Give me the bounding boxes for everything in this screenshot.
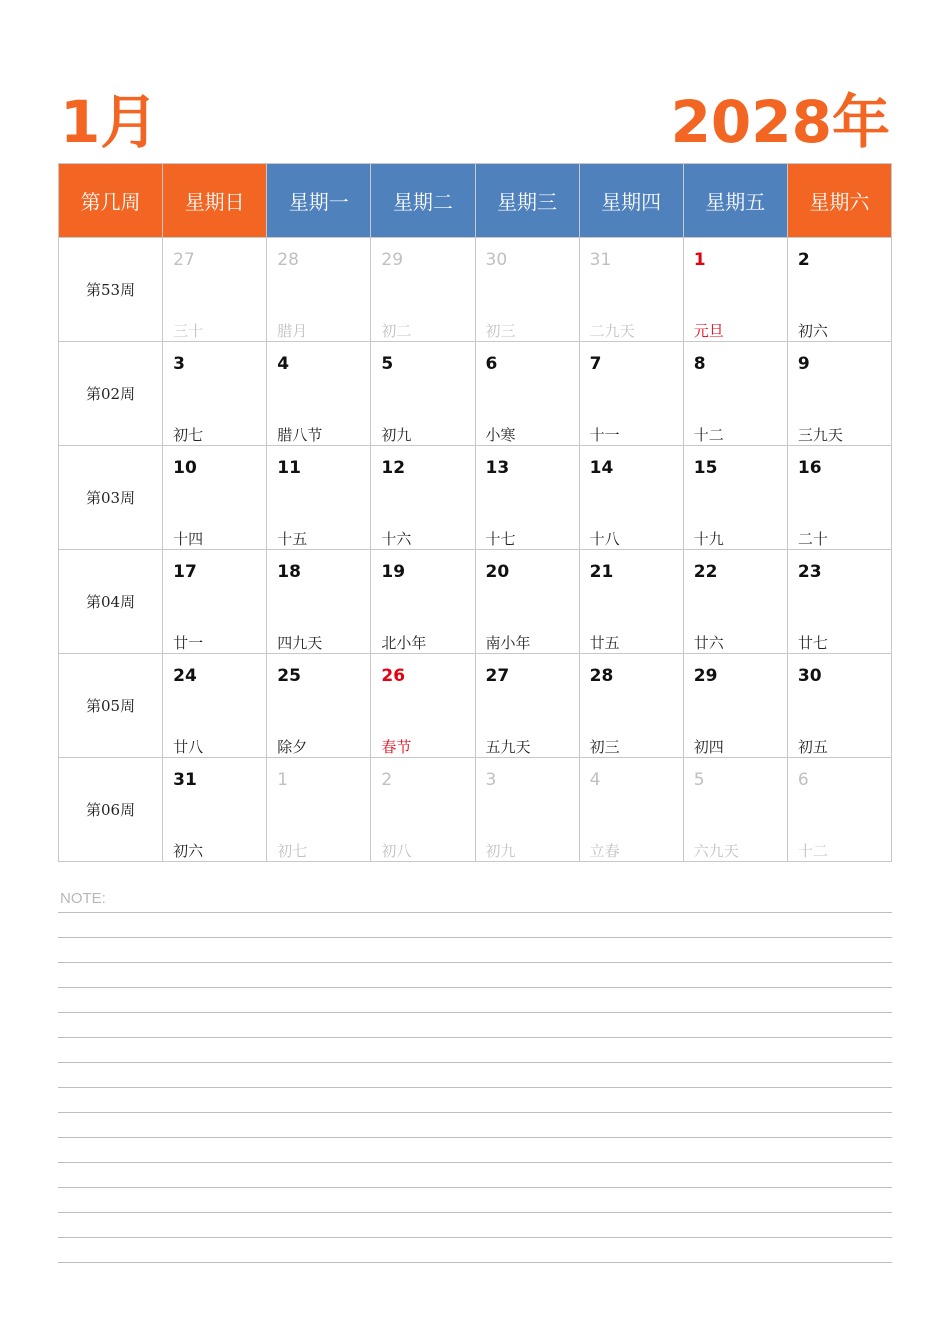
day-number: 11 [277,458,301,478]
week-number-cell: 第53周 [59,238,163,342]
day-number: 24 [173,666,197,686]
day-number: 29 [381,250,404,270]
lunar-date: 腊月 [277,322,308,340]
lunar-date: 五九天 [485,738,531,756]
note-label: NOTE: [60,890,106,907]
day-cell[interactable] [579,654,683,758]
day-number: 25 [277,666,301,686]
day-number: 19 [381,562,406,582]
day-cell[interactable] [787,342,891,446]
lunar-date: 春节 [381,738,412,756]
day-number: 28 [589,666,614,686]
week-number-cell: 第03周 [59,446,163,550]
day-cell[interactable] [371,654,475,758]
day-cell[interactable] [683,550,787,654]
day-cell[interactable] [683,758,787,862]
lunar-date: 三九天 [797,426,843,444]
header-monday: 星期一 [267,164,371,238]
day-cell[interactable] [163,654,267,758]
day-number: 31 [173,770,197,790]
day-cell[interactable] [267,758,371,862]
lunar-date: 十二 [797,842,828,860]
day-number: 28 [277,250,299,270]
day-cell[interactable] [163,446,267,550]
day-cell[interactable] [579,550,683,654]
header-thursday: 星期四 [579,164,683,238]
day-number: 6 [485,354,498,374]
day-cell[interactable] [475,758,579,862]
week-row [59,238,892,342]
day-number: 4 [589,770,601,790]
note-line [58,937,892,938]
note-line [58,1012,892,1013]
day-cell[interactable] [683,342,787,446]
day-number: 8 [693,354,706,374]
note-line [58,1112,892,1113]
lunar-date: 廿一 [173,634,204,652]
day-number: 30 [797,666,822,686]
day-cell[interactable] [163,550,267,654]
lunar-date: 十六 [381,530,412,548]
note-line [58,1062,892,1063]
day-cell[interactable] [787,654,891,758]
week-number-cell: 第05周 [59,654,163,758]
lunar-date: 十九 [693,530,724,548]
day-number: 21 [589,562,614,582]
lunar-date: 初三 [485,322,516,340]
day-cell[interactable] [371,446,475,550]
header-friday: 星期五 [683,164,787,238]
note-line [58,1037,892,1038]
day-cell[interactable] [579,342,683,446]
lunar-date: 腊八节 [277,426,323,444]
note-line [58,1212,892,1213]
day-number: 5 [381,354,394,374]
lunar-date: 初七 [277,842,308,860]
lunar-date: 初六 [173,842,204,860]
day-cell[interactable] [683,238,787,342]
day-number: 5 [693,770,705,790]
lunar-date: 廿七 [797,634,828,652]
note-line [58,1237,892,1238]
header-tuesday: 星期二 [371,164,475,238]
lunar-date: 初九 [485,842,516,860]
day-cell[interactable] [267,550,371,654]
day-number: 7 [589,354,602,374]
note-line [58,1087,892,1088]
day-cell[interactable] [475,550,579,654]
day-number: 3 [173,354,185,374]
day-number: 3 [485,770,497,790]
day-number: 1 [277,770,289,790]
note-line [58,1187,892,1188]
day-number: 6 [797,770,809,790]
header-saturday: 星期六 [787,164,891,238]
note-line [58,912,892,913]
day-cell[interactable] [683,446,787,550]
day-number: 31 [589,250,612,270]
day-cell[interactable] [163,758,267,862]
lunar-date: 北小年 [381,634,427,652]
day-cell[interactable] [787,550,891,654]
day-cell[interactable] [683,654,787,758]
lunar-date: 四九天 [277,634,323,652]
lunar-date: 十一 [589,426,620,444]
lunar-date: 廿八 [173,738,204,756]
day-cell[interactable] [267,342,371,446]
lunar-date: 十五 [277,530,308,548]
lunar-date: 二九天 [589,322,635,340]
day-cell[interactable] [787,446,891,550]
day-number: 22 [693,562,718,582]
week-number-cell: 第02周 [59,342,163,446]
day-number: 12 [381,458,406,478]
lunar-date: 初五 [797,738,828,756]
week-row [59,758,892,862]
lunar-date: 除夕 [277,738,308,756]
day-number: 23 [797,562,822,582]
day-number: 27 [485,666,510,686]
header-sunday: 星期日 [163,164,267,238]
day-cell[interactable] [371,550,475,654]
day-number: 2 [381,770,393,790]
lunar-date: 三十 [173,322,204,340]
day-number: 1 [693,250,706,270]
day-cell[interactable] [371,758,475,862]
day-number: 26 [381,666,406,686]
day-cell[interactable] [475,342,579,446]
lunar-date: 初六 [797,322,828,340]
calendar-table [58,163,892,862]
day-number: 10 [173,458,197,478]
day-number: 9 [797,354,810,374]
header-week-number: 第几周 [59,164,163,238]
day-number: 30 [485,250,508,270]
lunar-date: 十二 [693,426,724,444]
day-number: 14 [589,458,614,478]
weekday-header-row [59,164,892,238]
week-row [59,446,892,550]
header-wednesday: 星期三 [475,164,579,238]
lunar-date: 十七 [485,530,516,548]
week-number-cell: 第04周 [59,550,163,654]
day-number: 13 [485,458,510,478]
lunar-date: 小寒 [485,426,516,444]
day-number: 15 [693,458,718,478]
lunar-date: 十八 [589,530,620,548]
lunar-date: 初四 [693,738,724,756]
day-cell[interactable] [579,446,683,550]
day-number: 27 [173,250,195,270]
lunar-date: 二十 [797,530,828,548]
day-cell[interactable] [787,238,891,342]
lunar-date: 十四 [173,530,204,548]
lunar-date: 南小年 [485,634,531,652]
lunar-date: 廿六 [693,634,724,652]
day-cell[interactable] [267,654,371,758]
lunar-date: 立春 [589,842,620,860]
lunar-date: 初二 [381,322,412,340]
day-number: 18 [277,562,301,582]
day-cell[interactable] [267,446,371,550]
day-cell[interactable] [579,238,683,342]
week-row [59,342,892,446]
day-cell[interactable] [475,446,579,550]
week-number-cell: 第06周 [59,758,163,862]
note-line [58,1262,892,1263]
lunar-date: 廿五 [589,634,620,652]
note-line [58,1162,892,1163]
lunar-date: 初七 [173,426,204,444]
day-cell[interactable] [475,654,579,758]
day-cell[interactable] [163,238,267,342]
day-cell[interactable] [579,758,683,862]
note-line [58,962,892,963]
week-row [59,654,892,758]
day-cell[interactable] [267,238,371,342]
note-line [58,987,892,988]
day-cell[interactable] [787,758,891,862]
day-number: 4 [277,354,290,374]
week-row [59,550,892,654]
lunar-date: 六九天 [693,842,739,860]
lunar-date: 初三 [589,738,620,756]
day-number: 29 [693,666,718,686]
day-cell[interactable] [475,238,579,342]
day-number: 20 [485,562,510,582]
day-cell[interactable] [163,342,267,446]
year-title: 2028年 [670,88,890,156]
lunar-date: 初八 [381,842,412,860]
day-cell[interactable] [371,238,475,342]
month-title: 1月 [60,88,159,156]
note-line [58,1137,892,1138]
lunar-date: 元旦 [693,322,724,340]
lunar-date: 初九 [381,426,412,444]
day-number: 17 [173,562,197,582]
day-number: 2 [797,250,810,270]
day-number: 16 [797,458,822,478]
day-cell[interactable] [371,342,475,446]
